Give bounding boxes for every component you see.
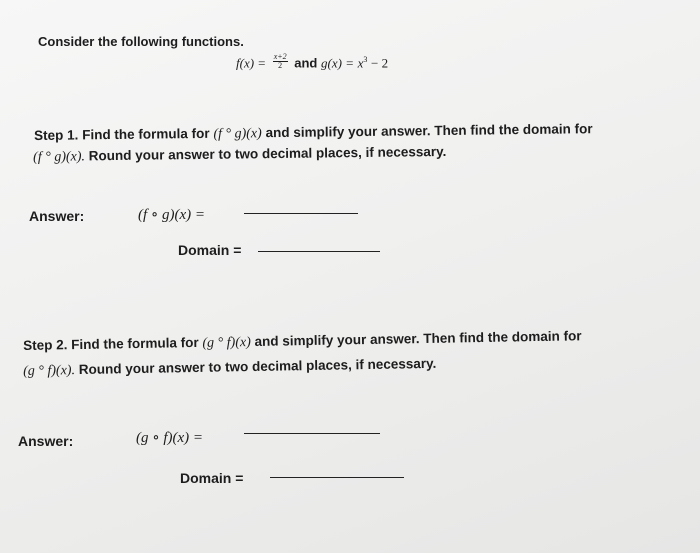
f-denominator: 2 bbox=[278, 61, 283, 71]
step2-answer-label: Answer: bbox=[18, 433, 74, 449]
step2-composition-2: (g ° f)(x). bbox=[23, 363, 76, 379]
step2-label: Step 2. bbox=[23, 337, 68, 353]
step2-expression: (g ∘ f)(x) = bbox=[136, 430, 204, 446]
step1-composition: (f ° g)(x) bbox=[213, 126, 262, 142]
step1-composition-2: (f ° g)(x). bbox=[33, 149, 86, 165]
step1-text1: Find the formula for bbox=[82, 125, 210, 143]
f-numerator: x+2 bbox=[273, 52, 287, 62]
step1-answer-label: Answer: bbox=[29, 208, 85, 224]
step2-domain-field[interactable] bbox=[270, 477, 404, 478]
f-definition-lhs: f(x) = bbox=[236, 55, 267, 71]
step2-instruction-line1 bbox=[23, 326, 582, 357]
g-tail: − 2 bbox=[371, 55, 389, 71]
g-base: x bbox=[357, 55, 364, 71]
step1-instruction-line2 bbox=[33, 142, 446, 168]
step1-expression: (f ∘ g)(x) = bbox=[138, 207, 206, 223]
step1-domain-field[interactable] bbox=[258, 251, 380, 252]
step2-instruction-line2 bbox=[23, 354, 437, 382]
step2-text1: Find the formula for bbox=[71, 334, 199, 353]
function-definitions bbox=[236, 52, 389, 72]
f-fraction bbox=[273, 53, 288, 70]
step2-text3: Round your answer to two decimal places, if necessary. bbox=[78, 355, 437, 378]
intro-text: Consider the following functions. bbox=[38, 34, 244, 49]
step1-label: Step 1. bbox=[34, 127, 79, 143]
step2-answer-field[interactable] bbox=[244, 433, 380, 434]
step1-text3: Round your answer to two decimal places, if necessary. bbox=[88, 143, 447, 164]
step1-answer-field[interactable] bbox=[244, 213, 358, 214]
step2-text2: and simplify your answer. Then find the domain for bbox=[254, 328, 582, 349]
g-exponent: 3 bbox=[363, 55, 368, 64]
step1-text2: and simplify your answer. Then find the domain for bbox=[265, 121, 593, 141]
and-word: and bbox=[294, 55, 318, 71]
step2-composition: (g ° f)(x) bbox=[202, 335, 251, 351]
step2-domain-label: Domain = bbox=[180, 470, 244, 486]
g-definition-lhs: g(x) = bbox=[321, 55, 354, 71]
step1-domain-label: Domain = bbox=[178, 242, 242, 258]
